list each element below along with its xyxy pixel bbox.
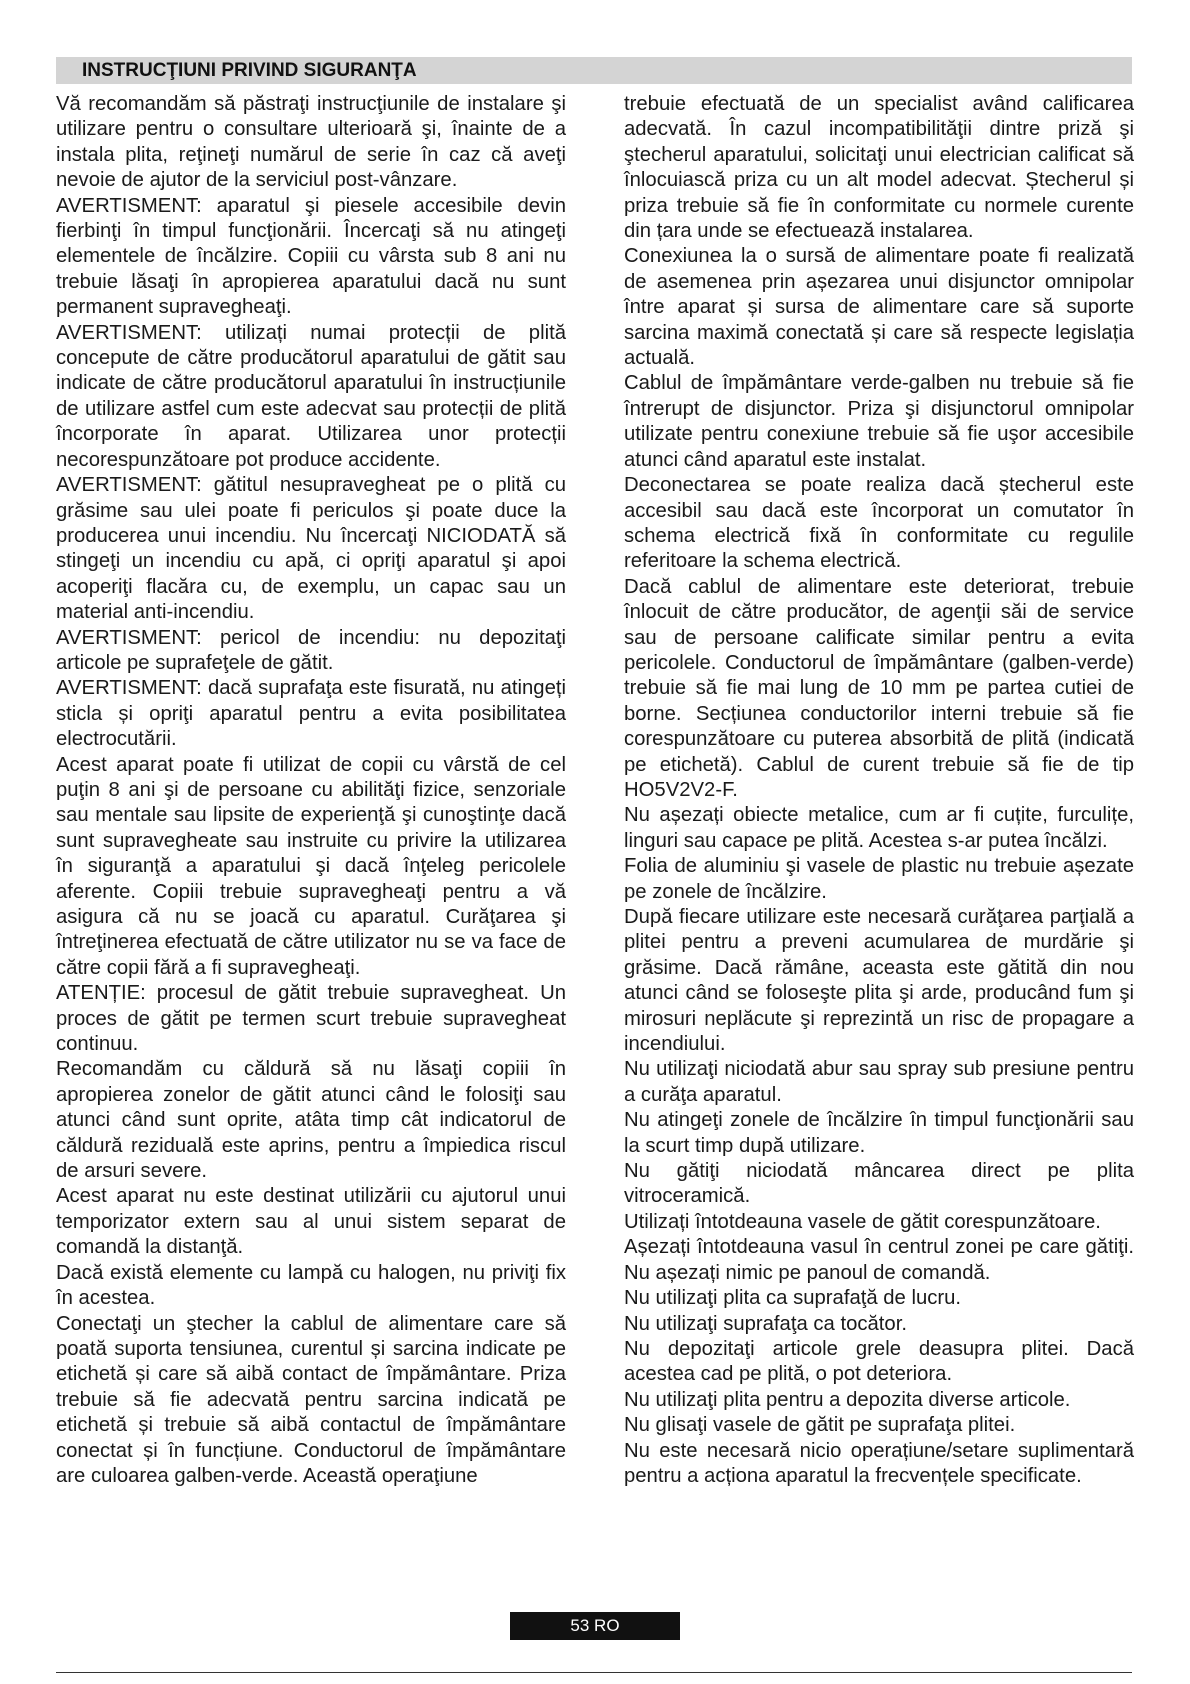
paragraph: Nu atingeţi zonele de încălzire în timpul funcţionării sau la scurt timp după utilizare. xyxy=(624,1109,1134,1157)
paragraph: Recomandăm cu căldură să nu lăsaţi copiii în apropierea zonelor de gătit atunci când le folosiţi sau atunci când sunt oprite, atâta timp cât indicatorul de căldură reziduală este aprins, pentru a împiedica riscul de arsuri severe. xyxy=(56,1058,566,1183)
paragraph: Nu utilizaţi niciodată abur sau spray sub presiune pentru a curăţa aparatul. xyxy=(624,1058,1134,1106)
paragraph: ATENȚIE: procesul de gătit trebuie supravegheat. Un proces de gătit pe termen scurt trebuie supravegheat continuu. xyxy=(56,982,566,1056)
paragraph: Conexiunea la o sursă de alimentare poate fi realizată de asemenea prin așezarea unui disjunctor omnipolar între aparat și sursa de alimentare care să suporte sarcina maximă conectată și care să respecte legislația actuală. xyxy=(624,245,1134,370)
paragraph: După fiecare utilizare este necesară curăţarea parţială a plitei pentru a preveni acumularea de murdărie şi grăsime. Dacă rămâne, aceasta este gătită din nou atunci când se foloseşte plita şi arde, producând fum şi mirosuri neplăcute şi reprezintă un risc de propagare a incendiului. xyxy=(624,906,1134,1056)
paragraph: Nu așezați obiecte metalice, cum ar fi cuțite, furculițe, linguri sau capace pe plită. Acestea s-ar putea încălzi. xyxy=(624,804,1134,852)
paragraph: Nu este necesară nicio operațiune/setare suplimentară pentru a acționa aparatul la frecvențele specificate. xyxy=(624,1439,1134,1487)
page-number-badge: 53 RO xyxy=(510,1612,680,1640)
footer-divider xyxy=(56,1672,1132,1673)
paragraph: Nu depozitaţi articole grele deasupra plitei. Dacă acestea cad pe plită, o pot deteriora. xyxy=(624,1337,1134,1386)
section-header-bar xyxy=(56,57,1132,84)
paragraph: Dacă cablul de alimentare este deteriorat, trebuie înlocuit de către producător, de agenţii săi de service sau de persoane calificate similar pentru a evita pericolele. Conductorul de împământare (galben-verde) trebuie să fie mai lung de 10 mm pe partea cutiei de borne. Secțiunea conductorilor interni trebuie să fie corespunzătoare cu puterea absorbită de plită (indicată pe etichetă). Cablul de curent trebuie să fie de tip HO5V2V2-F. xyxy=(624,575,1134,801)
paragraph: Folia de aluminiu şi vasele de plastic nu trebuie așezate pe zonele de încălzire. xyxy=(624,855,1134,903)
paragraph: Vă recomandăm să păstraţi instrucţiunile de instalare şi utilizare pentru o consultare ulterioară şi, înainte de a instala plita, reţineţi numărul de serie în caz că aveţi nevoie de ajutor de la serviciul post-vânzare. xyxy=(56,93,566,192)
paragraph: AVERTISMENT: dacă suprafaţa este fisurată, nu atingeți sticla și opriţi aparatul pentru a evita posibilitatea electrocutării. xyxy=(56,677,566,751)
paragraph: Dacă există elemente cu lampă cu halogen, nu priviţi fix în acestea. xyxy=(56,1261,566,1310)
paragraph: Acest aparat nu este destinat utilizării cu ajutorul unui temporizator extern sau al unui sistem separat de comandă la distanţă. xyxy=(56,1185,566,1259)
paragraph: Deconectarea se poate realiza dacă ștecherul este accesibil sau dacă este încorporat un comutator în schema electrică fixă în conformitate cu regulile referitoare la schema electrică. xyxy=(624,474,1134,573)
paragraph: Nu glisaţi vasele de gătit pe suprafaţa plitei. xyxy=(624,1414,1016,1437)
paragraph: Utilizați întotdeauna vasele de gătit corespunzătoare. xyxy=(624,1210,1101,1233)
paragraph: trebuie efectuată de un specialist având calificarea adecvată. În cazul incompatibilităţii dintre priză şi ştecherul aparatului, solicitaţi unui electrician calificat să înlocuiască priza cu un alt model adecvat. Ștecherul și priza trebuie să fie în conformitate cu normele curente din țara unde se efectuează instalarea. xyxy=(624,93,1134,243)
paragraph: Nu utilizaţi plita ca suprafaţă de lucru. xyxy=(624,1287,962,1310)
paragraph: Nu gătiţi niciodată mâncarea direct pe plita vitroceramică. xyxy=(624,1160,1134,1208)
paragraph: AVERTISMENT: aparatul şi piesele accesibile devin fierbinţi în timpul funcţionării. Încercaţi să nu atingeţi elementele de încălzire. Copiii cu vârsta sub 8 ani nu trebuie lăsaţi în apropierea aparatului dacă nu sunt permanent supravegheaţi. xyxy=(56,194,566,319)
paragraph: Cablul de împământare verde-galben nu trebuie să fie întrerupt de disjunctor. Priza şi disjunctorul omnipolar utilizate pentru conexiune trebuie să fie uşor accesibile atunci când aparatul este instalat. xyxy=(624,372,1134,471)
paragraph: Nu utilizaţi suprafaţa ca tocător. xyxy=(624,1312,907,1335)
paragraph: Conectaţi un ştecher la cablul de alimentare care să poată suporta tensiunea, curentul și sarcina indicate pe etichetă și care să aibă contact de împământare. Priza trebuie să fie adecvată pentru sarcina indicată pe etichetă și trebuie să aibă contactul de împământare conectat și în funcțiune. Conductorul de împământare are culoarea galben-verde. Această operaţiune xyxy=(56,1312,566,1487)
left-text-column xyxy=(56,92,566,1489)
paragraph: AVERTISMENT: gătitul nesupravegheat pe o plită cu grăsime sau ulei poate fi periculos şi poate duce la producerea unui incendiu. Nu încercaţi NICIODATĂ să stingeţi un incendiu cu apă, ci opriţi aparatul şi apoi acoperiţi flacăra cu, de exemplu, un capac sau un material anti-incendiu. xyxy=(56,474,566,624)
paragraph: Așezați întotdeauna vasul în centrul zonei pe care gătiţi. Nu așezați nimic pe panoul de comandă. xyxy=(624,1236,1134,1284)
right-text-column xyxy=(624,92,1134,1489)
paragraph: Nu utilizaţi plita pentru a depozita diverse articole. xyxy=(624,1388,1071,1411)
paragraph: AVERTISMENT: utilizați numai protecții de plită concepute de către producătorul aparatului de gătit sau indicate de către producătorul aparatului în instrucțiunile de utilizare astfel cum este adecvat sau protecții de plită încorporate în aparat. Utilizarea unor protecții necorespunzătoare pot produce accidente. xyxy=(56,321,566,471)
section-title: INSTRUCŢIUNI PRIVIND SIGURANŢA xyxy=(82,60,417,81)
paragraph: AVERTISMENT: pericol de incendiu: nu depozitaţi articole pe suprafeţele de gătit. xyxy=(56,626,566,674)
paragraph: Acest aparat poate fi utilizat de copii cu vârstă de cel puţin 8 ani şi de persoane cu abilităţi fizice, senzoriale sau mentale sau lipsite de experienţă şi cunoştinţe dacă sunt supravegheate sau instruite cu privire la utilizarea în siguranţă a aparatului şi dacă înţeleg pericolele aferente. Copiii trebuie supravegheaţi pentru a vă asigura că nu se joacă cu aparatul. Curăţarea şi întreţinerea efectuată de către utilizator nu se va face de către copii fără a fi supravegheaţi. xyxy=(56,753,566,979)
